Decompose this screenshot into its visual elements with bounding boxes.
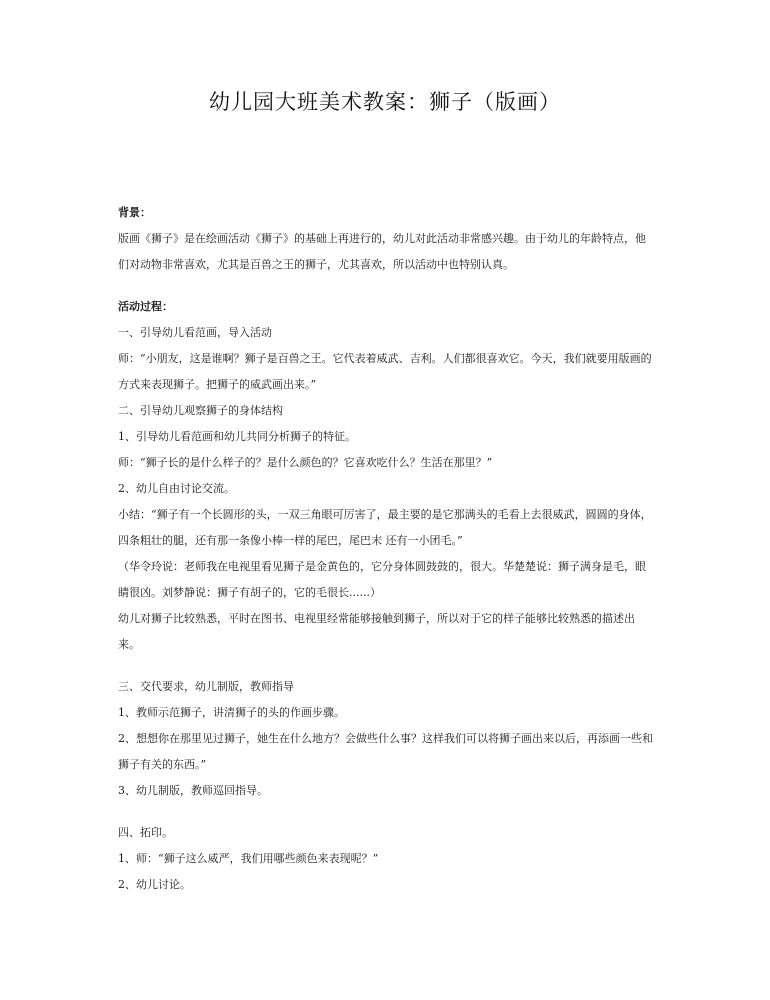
paragraph: 师：“小朋友，这是谁啊？狮子是百兽之王。它代表着威武、吉利。人们都很喜欢它。今天，我们就要用版画的方式来表现狮子。把狮子的威武画出来。” (118, 352, 652, 391)
spacer (118, 278, 653, 294)
paragraph: 幼儿对狮子比较熟悉，平时在图书、电视里经常能够接触到狮子，所以对于它的样子能够比较熟悉的描述出来。 (118, 612, 635, 651)
paragraph: 师：“狮子长的是什么样子的？是什么颜色的？它喜欢吃什么？生活在那里？” (118, 456, 493, 469)
paragraph: 2、幼儿自由讨论交流。 (118, 482, 235, 495)
document-body (118, 200, 653, 898)
paragraph: 小结：“狮子有一个长圆形的头，一双三角眼可厉害了，最主要的是它那满头的毛看上去很威武，圆圆的身体，四条粗壮的腿，还有那一条像小棒一样的尾巴，尾巴末 还有一小团毛。” (118, 508, 652, 547)
paragraph: 三、交代要求，幼儿制版，教师指导 (118, 680, 294, 693)
document-title: 幼儿园大班美术教案：狮子（版画） (209, 90, 561, 114)
section-heading-background: 背景： (118, 206, 151, 219)
paragraph: 3、幼儿制版，教师巡回指导。 (118, 784, 268, 797)
paragraph: 1、引导幼儿看范画和幼儿共同分析狮子的特征。 (118, 430, 356, 443)
section-heading-process: 活动过程： (118, 300, 173, 313)
paragraph: 二、引导幼儿观察狮子的身体结构 (118, 404, 283, 417)
paragraph: （华令玲说：老师我在电视里看见狮子是金黄色的，它分身体圆鼓鼓的，很大。华楚楚说：狮子满身是毛，眼睛很凶。刘梦静说：狮子有胡子的，它的毛很长......） (118, 560, 646, 599)
spacer (118, 658, 653, 674)
paragraph: 1、教师示范狮子，讲清狮子的头的作画步骤。 (118, 706, 345, 719)
spacer (118, 804, 653, 820)
paragraph: 2、想想你在那里见过狮子，她生在什么地方？会做些什么事？这样我们可以将狮子画出来以后，再添画一些和狮子有关的东西。” (118, 732, 653, 771)
paragraph: 2、幼儿讨论。 (118, 878, 191, 891)
paragraph: 版画《狮子》是在绘画活动《狮子》的基础上再进行的，幼儿对此活动非常感兴趣。由于幼儿的年龄特点，他们对动物非常喜欢，尤其是百兽之王的狮子，尤其喜欢，所以活动中也特别认真。 (118, 232, 646, 271)
paragraph: 1、师：“狮子这么威严，我们用哪些颜色来表现呢？” (118, 852, 379, 865)
paragraph: 一、引导幼儿看范画，导入活动 (118, 326, 272, 339)
paragraph: 四、拓印。 (118, 826, 173, 839)
